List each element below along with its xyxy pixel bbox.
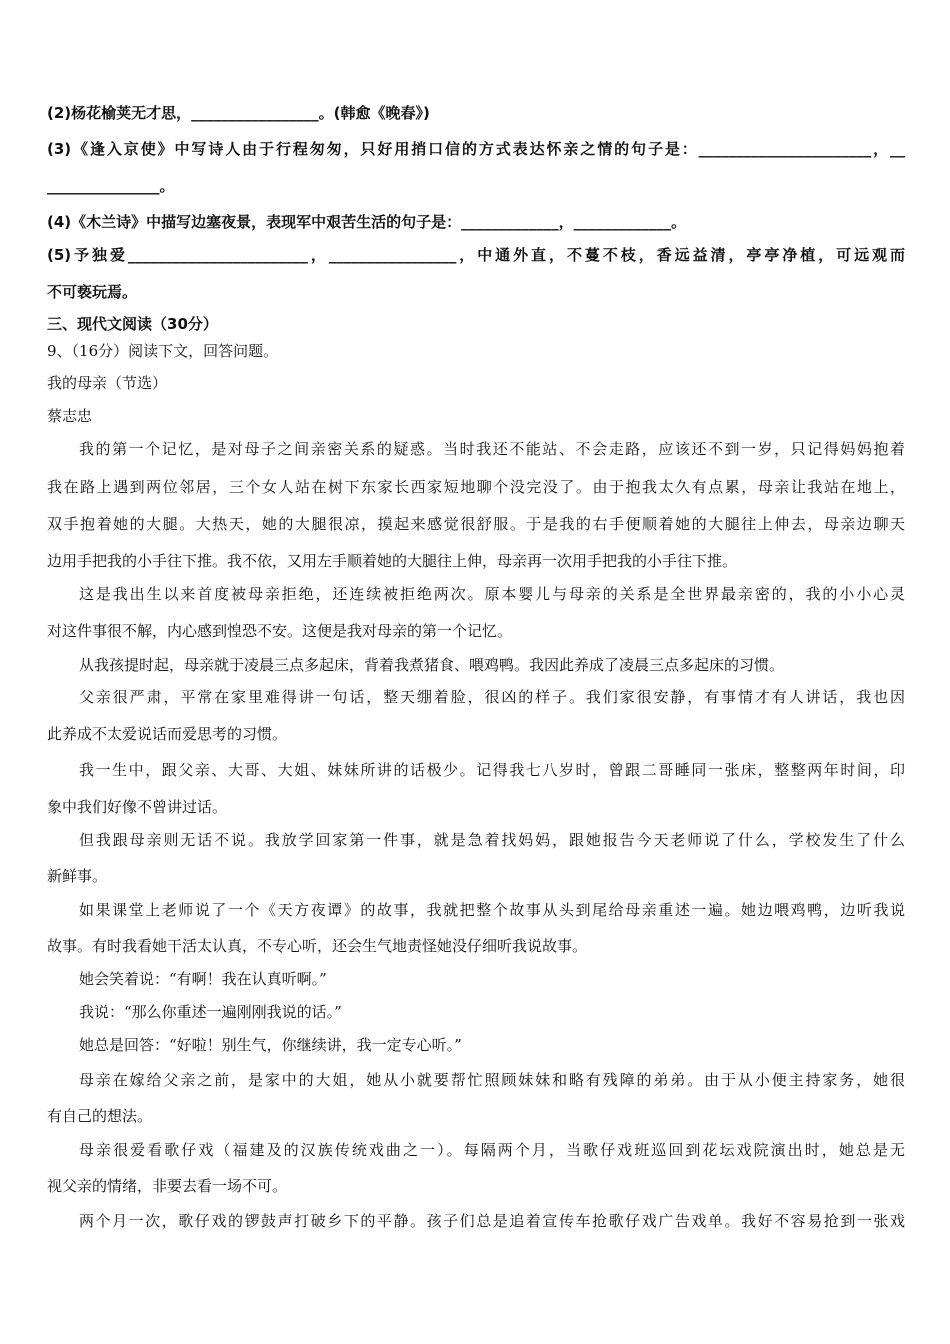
paragraph-line: 象中我们好像不曾讲过话。 (47, 798, 228, 816)
paragraph-line: 此养成不太爱说话而爱思考的习惯。 (47, 725, 288, 743)
question-5-line-1: (5)予独爱________________________，_________________，中通外直，不蔓不枝，香远益清，亭亭净植，可远观而 (47, 246, 905, 264)
paragraph-line: 母亲在嫁给父亲之前，是家中的大姐，她从小就要帮忙照顾妹妹和略有残障的弟弟。由于从小便主持家务，她很 (79, 1071, 905, 1089)
paragraph-line: 但我跟母亲则无话不说。我放学回家第一件事，就是急着找妈妈，跟她报告今天老师说了什么，学校发生了什么 (79, 831, 905, 849)
paragraph-line: 我说：“那么你重述一遍刚刚我说的话。” (79, 1003, 342, 1021)
paragraph-line: 她会笑着说：“有啊！我在认真听啊。” (79, 970, 327, 988)
paragraph-line: 我的第一个记忆，是对母子之间亲密关系的疑惑。当时我还不能站、不会走路，应该还不到一岁，只记得妈妈抱着 (79, 440, 905, 458)
question-3-line-1: (3)《逢入京使》中写诗人由于行程匆匆，只好用捎口信的方式表达怀亲之情的句子是：_______________________，__ (47, 140, 905, 158)
section-heading: 三、现代文阅读（30分） (47, 315, 218, 333)
paragraph-line: 母亲很爱看歌仔戏（福建及的汉族传统戏曲之一）。每隔两个月，当歌仔戏班巡回到花坛戏院演出时，她总是无 (79, 1141, 905, 1159)
paragraph-line: 故事。有时我看她干活太认真，不专心听，还会生气地责怪她没仔细听我说故事。 (47, 937, 588, 955)
question-5-line-2: 不可亵玩焉。 (47, 283, 138, 301)
paragraph-line: 边用手把我的小手往下推。我不依，又用左手顺着她的大腿往上伸，母亲再一次用手把我的小手往下推。 (47, 552, 738, 570)
paragraph-line: 新鲜事。 (47, 867, 108, 885)
paragraph-line: 对这件事很不解，内心感到惶恐不安。这便是我对母亲的第一个记忆。 (47, 622, 513, 640)
paragraph-line: 我一生中，跟父亲、大哥、大姐、妹妹所讲的话极少。记得我七八岁时，曾跟二哥睡同一张床，整整两年时间，印 (79, 761, 905, 779)
passage-author: 蔡志忠 (47, 407, 93, 425)
question-2: (2)杨花榆荚无才思，_________________。(韩愈《晚春》) (47, 104, 430, 122)
paragraph-line: 两个月一次，歌仔戏的锣鼓声打破乡下的平静。孩子们总是追着宣传车抢歌仔戏广告戏单。我好不容易抢到一张戏 (79, 1212, 905, 1230)
question-4: (4)《木兰诗》中描写边塞夜景，表现军中艰苦生活的句子是：_____________，_____________。 (47, 213, 687, 231)
paragraph-line: 父亲很严肃，平常在家里难得讲一句话，整天绷着脸，很凶的样子。我们家很安静，有事情才有人讲话，我也因 (79, 688, 905, 706)
paragraph-line: 有自己的想法。 (47, 1107, 153, 1125)
paragraph-line: 如果课堂上老师说了一个《天方夜谭》的故事，我就把整个故事从头到尾给母亲重述一遍。她边喂鸡鸭，边听我说 (79, 901, 905, 919)
paragraph-line: 从我孩提时起，母亲就于凌晨三点多起床，背着我煮猪食、喂鸡鸭。我因此养成了凌晨三点多起床的习惯。 (79, 656, 785, 674)
question-3-line-2: _______________。 (47, 177, 175, 195)
paragraph-line: 视父亲的情绪，非要去看一场不可。 (47, 1177, 288, 1195)
paragraph-line: 我在路上遇到两位邻居，三个女人站在树下东家长西家短地聊个没完没了。由于抱我太久有点累，母亲让我站在地上， (47, 478, 905, 496)
paragraph-line: 这是我出生以来首度被母亲拒绝，还连续被拒绝两次。原本婴儿与母亲的关系是全世界最亲密的，我的小小心灵 (79, 585, 905, 603)
passage-title: 我的母亲（节选） (47, 374, 168, 392)
paragraph-line: 她总是回答：“好啦！别生气，你继续讲，我一定专心听。” (79, 1036, 462, 1054)
paragraph-line: 双手抱着她的大腿。大热天，她的大腿很凉，摸起来感觉很舒服。于是我的右手便顺着她的大腿往上伸去，母亲边聊天 (47, 515, 905, 533)
question-9: 9、（16分）阅读下文，回答问题。 (47, 342, 279, 360)
